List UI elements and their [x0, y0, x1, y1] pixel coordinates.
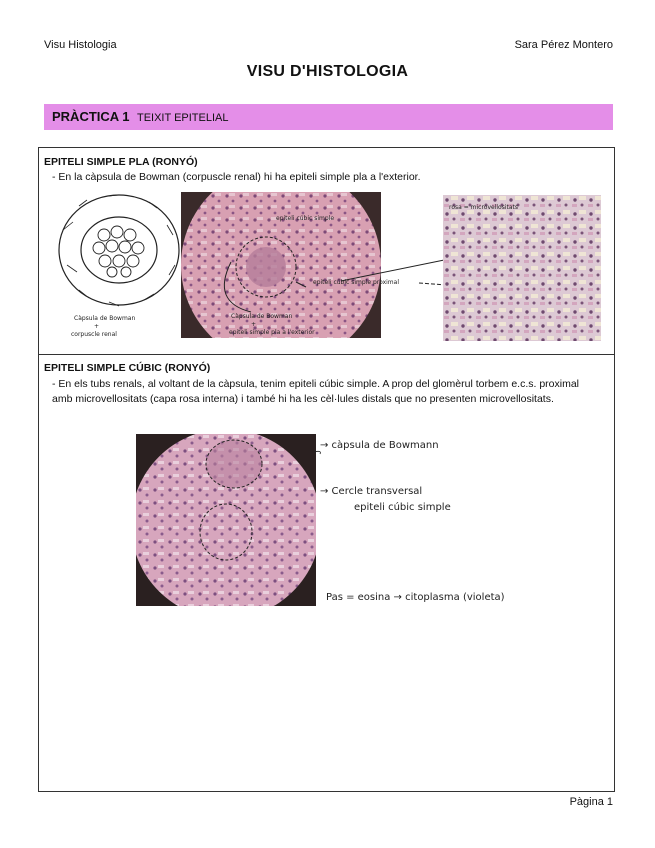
drawing-label-3: corpuscle renal — [71, 331, 117, 338]
photo1-label-3: + — [251, 321, 257, 328]
photo1-label-2: Càpsula de Bowman — [231, 313, 293, 320]
kidney-micrograph-3 — [136, 434, 316, 606]
drawing-label-1: Càpsula de Bowman — [74, 315, 136, 322]
section1-text: - En la càpsula de Bowman (corpuscle renal) hi ha epiteli simple pla a l'exterior. — [52, 171, 421, 183]
practice-number: PRÀCTICA 1 — [52, 109, 130, 124]
section1-title: EPITELI SIMPLE PLA (RONYÓ) — [44, 156, 198, 168]
header-left: Visu Histologia — [44, 39, 117, 51]
document-title: VISU D'HISTOLOGIA — [246, 63, 409, 80]
content-box — [38, 147, 615, 792]
section2-text: - En els tubs renals, al voltant de la càpsula, tenim epiteli cúbic simple. A prop del glomèrul torbem e.c.s. proximal amb microvellositats (capa rosa interna) i també hi ha les cèl·lules distals que no presenten microvellositats. — [52, 378, 580, 405]
page-number: Pàgina 1 — [569, 796, 613, 808]
photo2-label: rosa = microvellositats — [449, 204, 519, 211]
kidney-micrograph-2 — [443, 195, 601, 341]
arrow-label: epiteli cúbic simple proximal — [313, 279, 399, 286]
section2-title: EPITELI SIMPLE CÚBIC (RONYÓ) — [44, 362, 211, 374]
practice-subtitle: TEIXIT EPITELIAL — [136, 112, 229, 124]
section-divider — [39, 354, 614, 355]
bowman-drawing — [49, 190, 187, 340]
annot-4: Pas = eosina → citoplasma (violeta) — [326, 592, 505, 603]
practice-banner — [44, 104, 613, 130]
annot-2: → Cercle transversal — [320, 486, 423, 497]
header-right: Sara Pérez Montero — [514, 39, 613, 51]
drawing-label-2: + — [94, 323, 100, 330]
photo1-label-4: epiteli simple pla a l'exterior — [229, 329, 315, 336]
micrograph3-annotations — [314, 434, 604, 606]
annot-1: → càpsula de Bowmann — [320, 440, 439, 451]
annot-3: epiteli cúbic simple — [354, 502, 451, 513]
photo1-label-1: epiteli cúbic simple — [276, 215, 335, 222]
